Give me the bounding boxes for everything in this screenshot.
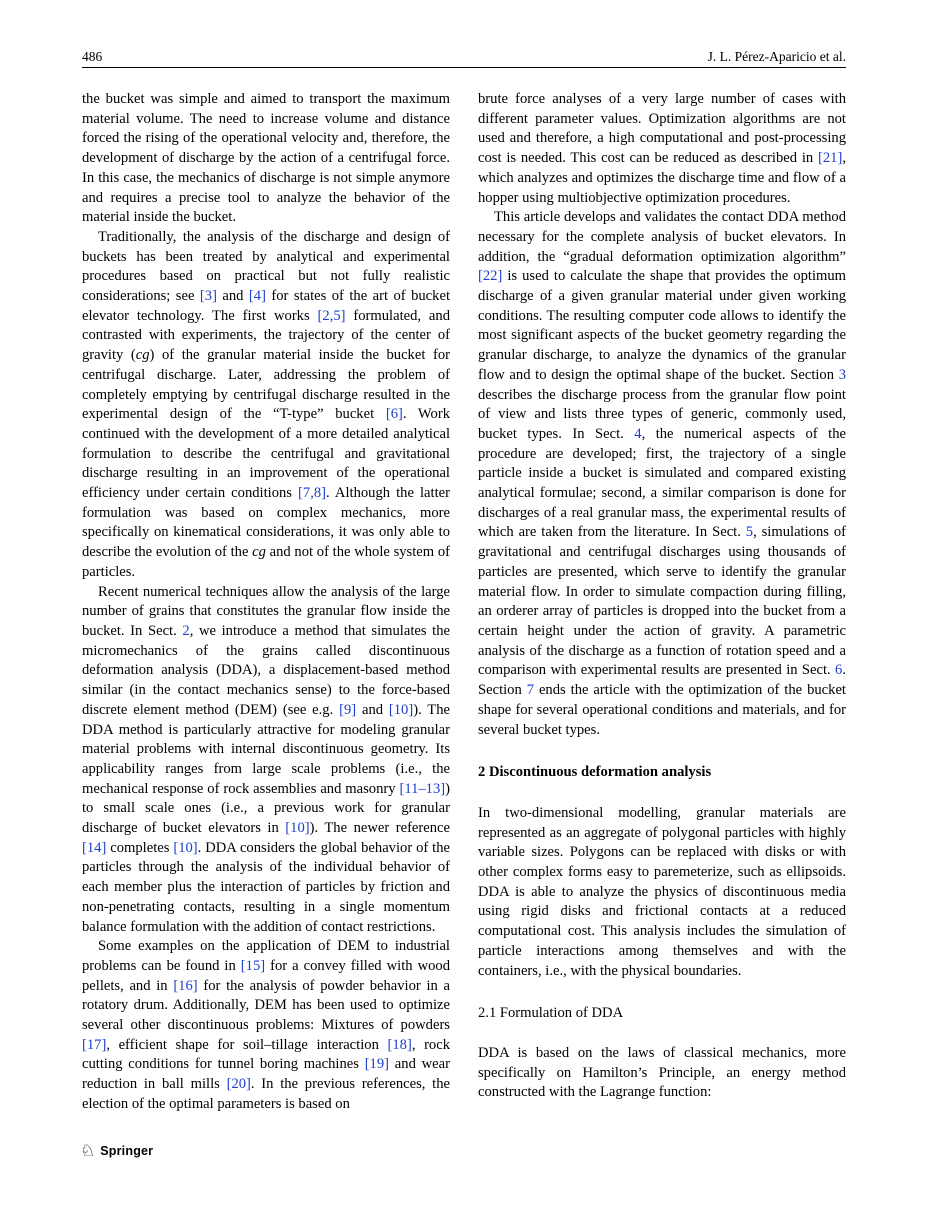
paragraph: [478, 804, 846, 981]
text-run: , simulations of gravitational and centrifugal discharges using thousands of particles are presented, which serve to identify the granular material flow. In order to simulate compaction during filling, an orderer array of particles is dropped into the bucket from a certain height under the action of gravity. A parametric analysis of the discharge as a function of rotation speed and a comparison with experimental results are presented in Sect.: [478, 524, 846, 679]
text-run: , we introduce a method that simulates the micromechanics of the grains called discontinuous deformation analysis (DDA), a displacement-based method similar (in the contact mechanics sense) to the force-based discrete element method (DEM) (see e.g.: [82, 622, 450, 718]
text-run: formulated, and contrasted with experiments, the trajectory of the center of gravity (: [82, 307, 450, 364]
paragraph: [478, 1044, 846, 1103]
text-run: Recent numerical techniques allow the analysis of the large number of grains that constitutes the granular flow inside the bucket. In Sect.: [82, 583, 450, 639]
text-run: ). The newer reference: [309, 820, 451, 837]
citation-link[interactable]: [3]: [199, 288, 217, 305]
citation-link[interactable]: [19]: [364, 1056, 390, 1073]
running-authors: J. L. Pérez-Aparicio et al.: [707, 49, 846, 64]
paragraph: [82, 90, 450, 228]
text-run: . DDA considers the global behavior of the particles through the analysis of the individual behavior of each member plus the interaction of particles by friction and non-penetrating contacts, resulting in a single momentum balance formulation with the addition of contact restrictions.: [82, 839, 450, 935]
section-heading: 2 Discontinuous deformation analysis: [478, 764, 712, 781]
text-run: describes the discharge process from the granular flow point of view and lists three types of generic, commonly used, bucket types. In Sect.: [478, 386, 846, 442]
text-run: DDA is based on the laws of classical mechanics, more specifically on Hamilton’s Principle, an energy method constructed with the Lagrange function:: [478, 1044, 846, 1101]
citation-link[interactable]: [10]: [173, 839, 198, 856]
page-number: 486: [82, 49, 103, 64]
text-run: ) to small scale ones (i.e., a previous work for granular discharge of bucket elevators in: [82, 780, 450, 837]
text-run: cg: [252, 544, 266, 561]
text-run: , which analyzes and optimizes the discharge time and flow of a hopper using multiobjective optimization procedures.: [478, 150, 846, 206]
text-run: and wear reduction in ball mills: [82, 1056, 450, 1093]
paragraph: [478, 90, 846, 208]
text-run: completes: [106, 839, 174, 856]
citation-link[interactable]: [17]: [82, 1036, 107, 1053]
text-run: . Section: [478, 662, 846, 699]
text-run: the bucket was simple and aimed to transport the maximum material volume. The need to increase volume and distance forced the rising of the operational velocity and, therefore, the development of discharge by the action of a centrifugal force. In this case, the mechanics of discharge is not simple anymore and requires a precise tool to analyze the behavior of the material inside the bucket.: [82, 91, 450, 226]
text-run: for states of the art of bucket elevator technology. The first works: [82, 288, 450, 324]
paragraph: [82, 583, 450, 938]
left-column: [82, 90, 450, 1115]
text-run: and not of the whole system of particles.: [82, 544, 450, 580]
springer-logo-text: Springer: [100, 1144, 154, 1158]
citation-link[interactable]: [2,5]: [317, 307, 346, 324]
text-run: , the numerical aspects of the procedure are developed; first, the trajectory of a single particle inside a bucket is simulated and compared existing analytical formulae; second, a similar comparison is done for discharges of a real granular mass, the experimental results of which are taken from the literature. In Sect.: [478, 425, 846, 541]
text-run: . Work continued with the development of a more detailed analytical formulation to describe the centrifugal and gravitational discharge resulting in an improvement of the operational efficiency under certain conditions: [82, 406, 450, 502]
citation-link[interactable]: [20]: [226, 1076, 251, 1093]
citation-link[interactable]: [6]: [385, 406, 403, 423]
citation-link[interactable]: [10]: [285, 820, 310, 837]
citation-link[interactable]: [14]: [82, 839, 107, 856]
citation-link[interactable]: [4]: [248, 288, 266, 305]
paragraph: [82, 228, 450, 583]
text-run: ). The DDA method is particularly attractive for modeling granular material problems with internal discontinuous geometry. Its applicability ranges from large scale problems (i.e., the mechanical response of rock assemblies and masonry: [82, 701, 450, 797]
text-run: In two-dimensional modelling, granular materials are represented as an aggregate of polygonal particles with highly variable sizes. Polygons can be replaced with disks or with other complex forms easy to paremeterize, such as ellipsoids. DDA is able to analyze the physics of discontinuous media using rigid disks and frictional contacts at a reduced computational cost. This analysis includes the simulation of particle interactions among themselves and with the containers, i.e., with the physical boundaries.: [478, 804, 846, 979]
text-run: brute force analyses of a very large number of cases with different parameter values. Optimization algorithms are not used and therefore, a high computational and post-processing cost is needed. This cost can be reduced as described in: [478, 91, 846, 167]
right-column: [478, 90, 846, 1115]
text-run: cg: [135, 347, 150, 364]
text-run: , rock cutting conditions for tunnel boring machines: [82, 1036, 451, 1073]
text-run: Traditionally, the analysis of the discharge and design of buckets has been treated by analytical and experimental procedures based on practical but not fully realistic considerations; see: [82, 228, 450, 305]
text-run: is used to calculate the shape that provides the optimum discharge of a given granular material under given working conditions. The resulting computer code allows to identify the most significant aspects of the bucket geometry regarding the granular discharge, to analyze the dynamics of the granular flow and to design the optimal shape of the bucket. Section: [478, 268, 846, 383]
text-run: and: [356, 701, 389, 718]
citation-link[interactable]: 6: [835, 662, 843, 679]
springer-logo-icon: ♘: [80, 1141, 96, 1161]
header-rule: [82, 67, 846, 68]
text-run: . Although the latter formulation was based on complex mechanics, more specifically on kinematical considerations, it was only able to describe the evolution of the: [82, 485, 450, 561]
footer: [80, 1142, 153, 1160]
text-run: for the analysis of powder behavior in a rotatory drum. Additionally, DEM has been used to optimize several other discontinuous problems: Mixtures of powders: [82, 977, 450, 1034]
citation-link[interactable]: [15]: [240, 957, 266, 974]
citation-link[interactable]: [7,8]: [298, 485, 327, 502]
citation-link[interactable]: 7: [526, 682, 535, 699]
text-run: This article develops and validates the contact DDA method necessary for the complete analysis of bucket elevators. In addition, the “gradual deformation optimization algorithm”: [478, 209, 846, 265]
citation-link[interactable]: 3: [838, 366, 846, 383]
citation-link[interactable]: [21]: [818, 150, 843, 167]
text-run: , efficient shape for soil–tillage interaction: [106, 1036, 388, 1053]
text-run: for a convey filled with wood pellets, and in: [82, 957, 450, 994]
text-run: and: [216, 288, 249, 305]
citation-link[interactable]: [16]: [173, 977, 198, 994]
citation-link[interactable]: 5: [745, 524, 754, 541]
subsection-heading: 2.1 Formulation of DDA: [478, 1005, 624, 1022]
paragraph: [82, 937, 450, 1114]
citation-link[interactable]: [22]: [478, 268, 503, 285]
text-run: ) of the granular material inside the bucket for centrifugal discharge. Later, addressing the problem of completely emptying by centrifugal discharge resulted in the experimental design of the “T-type” bucket: [82, 347, 450, 423]
citation-link[interactable]: [10]: [388, 701, 414, 718]
citation-link[interactable]: [11–13]: [399, 780, 446, 797]
article-body: [82, 90, 846, 1115]
citation-link[interactable]: 2: [182, 622, 190, 639]
citation-link[interactable]: 4: [634, 425, 642, 442]
text-run: ends the article with the optimization of the bucket shape for several operational conditions and materials, and for several bucket types.: [478, 682, 846, 738]
text-run: Some examples on the application of DEM to industrial problems can be found in: [82, 938, 450, 974]
page-header: [82, 49, 846, 64]
paragraph: [478, 208, 846, 740]
citation-link[interactable]: [18]: [387, 1036, 412, 1053]
citation-link[interactable]: [9]: [339, 701, 357, 718]
text-run: . In the previous references, the election of the optimal parameters is based on: [82, 1076, 450, 1112]
